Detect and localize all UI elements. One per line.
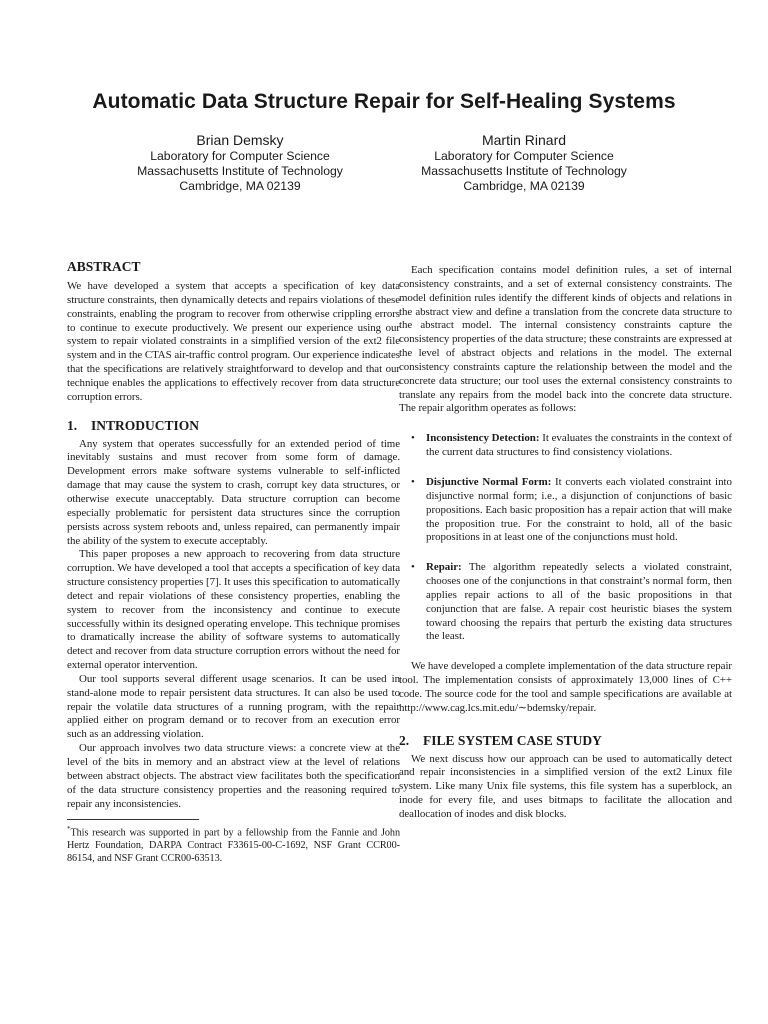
abstract-heading: ABSTRACT: [67, 259, 141, 274]
body-paragraph: We next discuss how our approach can be used to automatically detect and repair inconsistencies in a simplified version of the ext2 Linux file system. Like many Unix file systems, this file system has a superblock, an inode for every file, and uses bitmaps to facilitate the allocation and deallocation of inodes and disk blocks.: [399, 752, 732, 820]
section-number: 2.: [399, 732, 410, 748]
bullet-list: [399, 432, 732, 644]
list-item: [399, 432, 732, 460]
footnote-text: This research was supported in part by a fellowship from the Fannie and John Hertz Foundation, DARPA Contract F33615-00-C-1692, NSF Grant CCR00-86154, and NSF Grant CCR00-63513.: [67, 827, 400, 864]
body-paragraph: Any system that operates successfully for an extended period of time inevitably sustains and must recover from some form of damage. Development errors make software systems vulnerable to self-inflicted damage that may cause the system to crash, corrupt key data structures, or otherwise execute unacceptably. Data structure corruption can become especially problematic for persistent data structures since the corruption persists across system reboots and, unless repaired, can permanently impair the ability of the system to execute acceptably.: [67, 437, 400, 547]
bullet-icon: •: [411, 561, 415, 574]
section-number: 1.: [67, 417, 78, 433]
author-name: Brian Demsky: [196, 132, 284, 148]
footnote-rule: [67, 819, 199, 820]
body-paragraph: Our approach involves two data structure views: a concrete view at the level of the bits in memory and an abstract view at the level of relations between abstract objects. The abstract view facilitates both the specification of the data structure consistency properties and the reasoning required to repair any inconsistencies.: [67, 742, 400, 810]
bullet-label: Repair:: [426, 561, 462, 574]
bullet-label: Disjunctive Normal Form:: [426, 475, 552, 488]
body-paragraph: We have developed a complete implementation of the data structure repair tool. The implementation consists of approximately 13,000 lines of C++ code. The source code for the tool and sample specifications are available at http://www.cag.lcs.mit.edu/∼bdemsky/repair.: [399, 660, 732, 714]
list-item: [399, 561, 732, 644]
body-paragraph: Our tool supports several different usage scenarios. It can be used in stand-alone mode to repair persistent data structures. It can also be used to repair the volatile data structures of a running program, with the repair applied either on program demand or to recover from an execution error such as an addressing violation.: [67, 672, 400, 741]
left-column: [67, 258, 400, 866]
body-paragraph: This paper proposes a new approach to recovering from data structure corruption. We have developed a tool that accepts a specification of key data structure consistency properties [7]. It uses this specification to automatically detect and repair violations of these consistency properties, enabling the system to recover from the inconsistency and continue to execute successfully within its designed operating envelope. This technique promises to dramatically increase the ability of software systems to automatically detect and recover from data structure corruption errors without the need for external operator intervention.: [67, 548, 400, 672]
author-institute: Massachusetts Institute of Technology: [421, 164, 627, 178]
bullet-icon: •: [411, 475, 415, 488]
bullet-text: The algorithm repeatedly selects a violated constraint, chooses one of the conjunctions in that constraint’s normal form, then applies repair actions to all of the basic propositions in that conjunction that are false. A repair cost heuristic biases the system toward choosing the repairs that perturb the existing data structures the least.: [426, 561, 733, 643]
author-lab: Laboratory for Computer Science: [434, 149, 614, 163]
section-title: FILE SYSTEM CASE STUDY: [423, 732, 602, 748]
list-item: [399, 476, 732, 545]
author-block: [75, 131, 405, 194]
author-name: Martin Rinard: [481, 132, 567, 148]
author-block: [359, 131, 689, 194]
author-city: Cambridge, MA 02139: [463, 179, 585, 193]
bullet-label: Inconsistency Detection:: [426, 432, 540, 445]
abstract-text: We have developed a system that accepts a specification of key data structure constraints, then dynamically detects and repairs violations of these constraints, enabling the program to recover from otherwise crippling errors to continue to execute productively. We present our experience using our system to repair violated constraints in a simplified version of the ext2 file system and in the CTAS air-traffic control program. Our experience indicates that the specifications are relatively straightforward to develop and that our technique enables the applications to effectively recover from data structure corruption errors.: [67, 280, 400, 403]
bullet-icon: •: [411, 432, 415, 445]
section-title: INTRODUCTION: [91, 417, 200, 433]
author-institute: Massachusetts Institute of Technology: [137, 164, 343, 178]
footnote: [67, 823, 400, 865]
footnote-marker: *: [67, 825, 71, 834]
paper-title: Automatic Data Structure Repair for Self-Healing Systems: [92, 90, 676, 113]
section-heading: [67, 417, 400, 435]
section-heading: [399, 732, 732, 750]
right-column: [399, 264, 732, 822]
bullet-text: It evaluates the constraints in the context of the current data structures to find consistency violations.: [426, 432, 732, 459]
bullet-text: It converts each violated constraint into disjunctive normal form; i.e., a disjunction of conjunctions of basic propositions. Each basic proposition has a repair action that will make the proposition true. For the constraint to hold, all of the basic propositions in at least one of the conjunctions must hold.: [426, 475, 732, 544]
author-city: Cambridge, MA 02139: [179, 179, 301, 193]
body-paragraph: Each specification contains model definition rules, a set of internal consistency constraints, and a set of external consistency constraints. The model definition rules identify the different kinds of objects and relations in the abstract view and define a translation from the concrete data structure to the abstract model. The internal consistency constraints capture the consistency properties of the data structure; these constraints are expressed at the level of abstract objects and relations in the model. The external consistency constraints capture the relationship between the model and the concrete data structure; our tool uses the external consistency constraints to translate any repairs from the model back into the concrete data structure. The repair algorithm operates as follows:: [399, 264, 732, 415]
author-lab: Laboratory for Computer Science: [150, 149, 330, 163]
